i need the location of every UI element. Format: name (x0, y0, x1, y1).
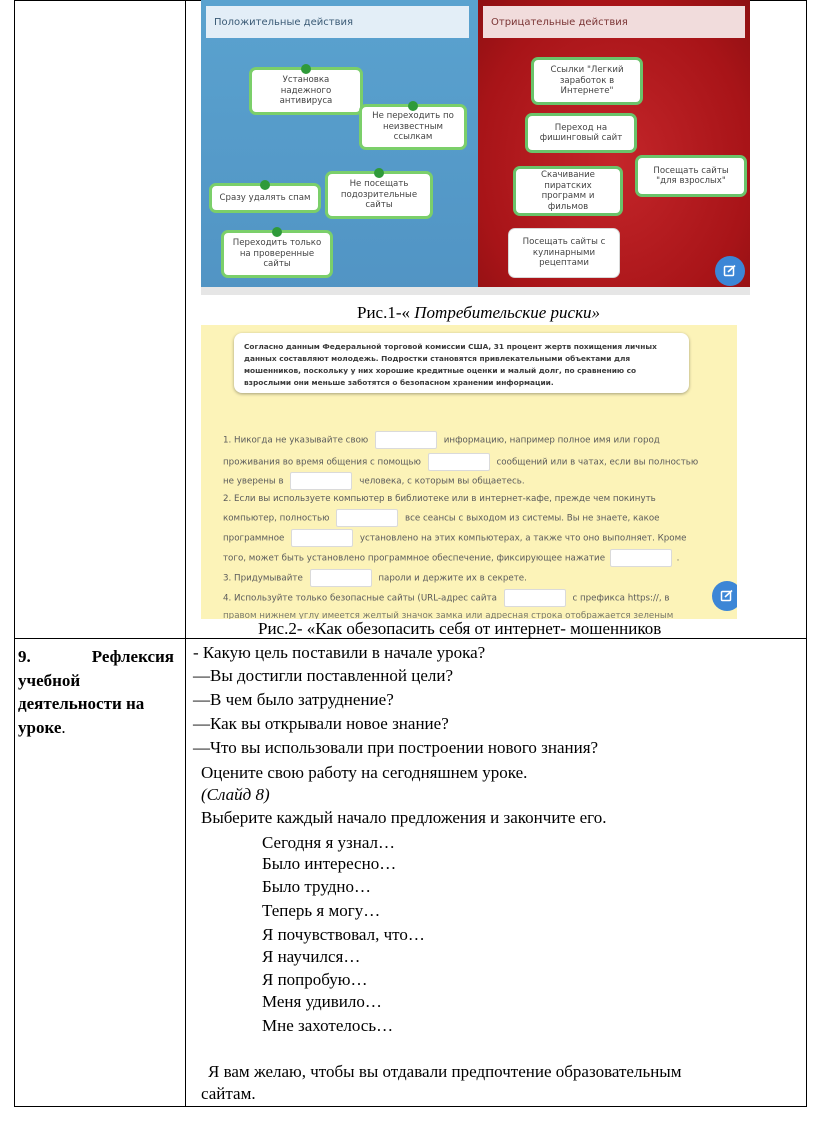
sentence-start: Мне захотелось… (262, 1016, 394, 1035)
negative-card[interactable] (508, 228, 620, 278)
period: . (61, 717, 66, 737)
negative-card[interactable] (525, 113, 637, 153)
exercise-line (223, 509, 659, 527)
exercise-line (223, 589, 669, 607)
line-text: того, может быть установлено программное обеспечение, фиксирующее нажатие (223, 553, 606, 564)
sentence-start: Было трудно… (262, 877, 372, 896)
section-title-word: деятельности на (18, 694, 145, 713)
answer-blank[interactable] (610, 549, 672, 567)
card-text: Ссылки "Легкий заработок в Интернете" (550, 65, 624, 97)
line-text: компьютер, полностью (223, 513, 330, 524)
figure-consumer-risks (201, 0, 750, 295)
line-text: установлено на этих компьютерах, а также что оно выполняет. Кроме (359, 533, 687, 544)
green-pin-icon (301, 64, 311, 74)
sentence-start: Сегодня я узнал… (262, 833, 396, 852)
card-text: Переходить только на проверенные сайты (232, 238, 322, 270)
card-text: Не переходить по неизвестным ссылкам (372, 111, 454, 143)
section-title-word (18, 716, 174, 740)
line-text: . (676, 553, 680, 564)
sentence-start: Теперь я могу… (262, 901, 381, 920)
exercise-line (223, 453, 698, 471)
line-text: не уверены в (223, 476, 284, 487)
edit-icon (723, 264, 737, 278)
wish-text: Я вам желаю, чтобы вы отдавали предпочтение образовательным (208, 1062, 682, 1081)
info-box: Согласно данным Федеральной торговой комиссии США, 31 процент жертв похищения личных данных составляют молодежь. Подростки становятся привлекательными объектами для мошенников, поскольку у них хорошие кредитные оценки и малый долг, по сравнению со взрослыми они меньше заботятся о безопасном хранении информации. (234, 333, 689, 393)
line-text: пароли и держите их в секрете. (378, 573, 527, 584)
sentence-start: Меня удивило… (262, 992, 382, 1011)
green-pin-icon (260, 180, 270, 190)
answer-blank[interactable] (375, 431, 437, 449)
positive-card[interactable] (359, 104, 467, 150)
green-pin-icon (408, 101, 418, 111)
line-text: правом нижнем углу имеется желтый значок замка или адресная строка отображается зеленым (223, 611, 674, 619)
section-title-word: уроке (18, 717, 62, 737)
slide-ref (201, 784, 270, 806)
card-text: Переход на фишинговый сайт (539, 122, 623, 143)
line-text: 3. Придумывайте (223, 573, 303, 584)
answer-blank[interactable] (310, 569, 372, 587)
line-text: все сеансы с выходом из системы. Вы не знаете, какое (405, 513, 660, 524)
exercise-line (223, 607, 673, 619)
line-text: 2. Если вы используете компьютер в библиотеке или в интернет-кафе, прежде чем покинуть (223, 494, 656, 504)
card-text: Установка надежного антивируса (279, 75, 333, 107)
section-title-word: Рефлексия (91, 647, 174, 666)
exercise-line (223, 472, 525, 490)
card-text: Сразу удалять спам (219, 192, 311, 203)
positive-card[interactable] (249, 67, 363, 115)
answer-blank[interactable] (291, 529, 353, 547)
section-title-word: учебной (18, 670, 81, 690)
label-row (18, 645, 174, 669)
answer-blank[interactable] (504, 589, 566, 607)
section-9-label (18, 645, 174, 739)
line-text: с префикса https://, в (572, 593, 670, 604)
line-text: 4. Используйте только безопасные сайты (URL-адрес сайта (223, 593, 497, 604)
assess-text: Оцените свою работу на сегодняшнем уроке. (201, 763, 528, 782)
choose-text: Выберите каждый начало предложения и закончите его. (201, 808, 607, 827)
sentence-start: Я попробую… (262, 970, 368, 989)
question: —Как вы открывали новое знание? (193, 714, 449, 733)
positive-card[interactable] (221, 230, 333, 278)
card-text: Посещать сайты с кулинарными рецептами (522, 237, 606, 269)
line-text: программное (223, 533, 285, 544)
edit-button[interactable] (712, 581, 737, 611)
line-text: информацию, например полное имя или город (443, 435, 660, 446)
card-text: Посещать сайты "для взрослых" (653, 165, 729, 186)
exercise-line (223, 431, 660, 449)
line-text: человека, с которым вы общаетесь. (359, 476, 525, 487)
card-text: Скачивание пиратских программ и фильмов (541, 170, 595, 212)
positive-card[interactable] (325, 171, 433, 219)
negative-header: Отрицательные действия (483, 6, 745, 38)
panel-bottom-strip (201, 287, 750, 295)
wish-text: сайтам. (201, 1084, 256, 1103)
question: —Вы достигли поставленной цели? (193, 666, 453, 685)
card-text: Не посещать подозрительные сайты (340, 179, 418, 211)
positive-header: Положительные действия (206, 6, 469, 38)
section-number: 9. (18, 647, 31, 666)
table-border-bottom (14, 1106, 807, 1107)
exercise-line (223, 569, 527, 587)
table-border-right (806, 0, 807, 1106)
answer-blank[interactable] (290, 472, 352, 490)
positive-card[interactable] (209, 183, 321, 213)
exercise-line (223, 529, 687, 547)
edit-icon (720, 589, 734, 603)
answer-blank[interactable] (336, 509, 398, 527)
sentence-start: Было интересно… (262, 854, 397, 873)
question: - Какую цель поставили в начале урока? (193, 643, 486, 662)
green-pin-icon (374, 168, 384, 178)
line-text: 1. Никогда не указывайте свою (223, 435, 369, 446)
caption-prefix: Рис.1-« (357, 303, 411, 322)
figure1-caption (357, 303, 600, 323)
sentence-start: Я почувствовал, что… (262, 925, 425, 944)
table-border-left (14, 0, 15, 1106)
green-pin-icon (272, 227, 282, 237)
negative-card[interactable] (635, 155, 747, 197)
exercise-line (223, 490, 656, 508)
negative-card[interactable] (513, 166, 623, 216)
question: —Что вы использовали при построении нового знания? (193, 738, 599, 757)
edit-button[interactable] (715, 256, 745, 286)
line-text: сообщений или в чатах, если вы полностью (496, 457, 699, 468)
figure2-caption: Рис.2- «Как обезопасить себя от интернет- мошенников (258, 619, 662, 638)
table-column-divider (185, 0, 186, 1106)
negative-card[interactable] (531, 57, 643, 105)
sentence-start: Я научился… (262, 947, 361, 966)
slide-ref-text: (Слайд 8) (201, 785, 270, 804)
figure-protect-yourself (201, 325, 737, 619)
exercise-line (223, 549, 679, 567)
question: —В чем было затруднение? (193, 690, 394, 709)
line-text: проживания во время общения с помощью (223, 457, 421, 468)
caption-title: Потребительские риски» (410, 303, 601, 322)
answer-blank[interactable] (428, 453, 490, 471)
